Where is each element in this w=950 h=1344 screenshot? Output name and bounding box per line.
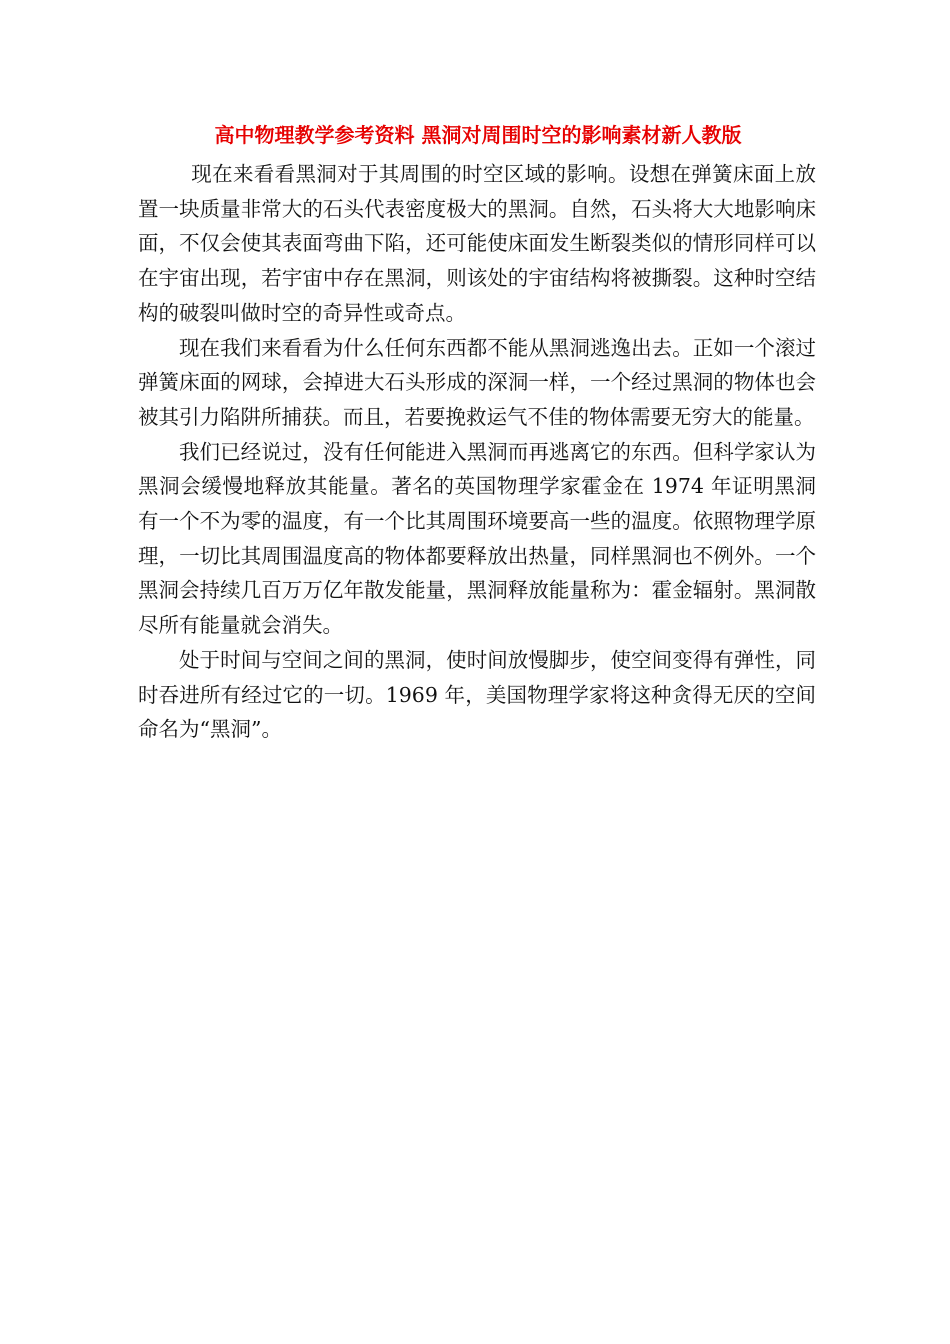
paragraph-1: 现在来看看黑洞对于其周围的时空区域的影响。设想在弹簧床面上放置一块质量非常大的石头代表密度极大的黑洞。自然，石头将大大地影响床面，不仅会使其表面弯曲下陷，还可能使床面发生断裂类似的情形同样可以在宇宙出现，若宇宙中存在黑洞，则该处的宇宙结构将被撕裂。这种时空结构的破裂叫做时空的奇异性或奇点。 — [138, 162, 816, 325]
document-title: 高中物理教学参考资料 黑洞对周围时空的影响素材新人教版 — [214, 123, 742, 147]
paragraph-4: 处于时间与空间之间的黑洞，使时间放慢脚步，使空间变得有弹性，同时吞进所有经过它的一切。1969 年，美国物理学家将这种贪得无厌的空间命名为“黑洞”。 — [138, 647, 816, 742]
paragraph-2: 现在我们来看看为什么任何东西都不能从黑洞逃逸出去。正如一个滚过弹簧床面的网球，会掉进大石头形成的深洞一样，一个经过黑洞的物体也会被其引力陷阱所捕获。而且，若要挽救运气不佳的物体需要无穷大的能量。 — [138, 335, 816, 429]
paragraph-3: 我们已经说过，没有任何能进入黑洞而再逃离它的东西。但科学家认为黑洞会缓慢地释放其能量。著名的英国物理学家霍金在 1974 年证明黑洞有一个不为零的温度，有一个比其周围环境要高一些的温度。依照物理学原理，一切比其周围温度高的物体都要释放出热量，同样黑洞也不例外。一个黑洞会持续几百万万亿年散发能量，黑洞释放能量称为：霍金辐射。黑洞散尽所有能量就会消失。 — [138, 439, 816, 638]
document-body — [138, 157, 816, 747]
